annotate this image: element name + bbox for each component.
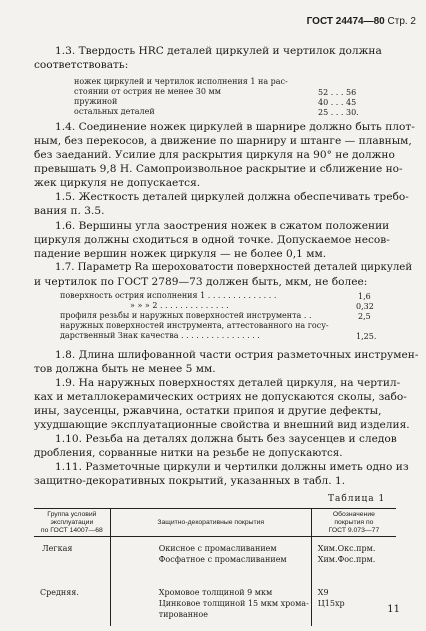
page-header (307, 16, 416, 27)
cell-group: Средняя. (40, 588, 79, 598)
roughness-item-label: » » » 2 . . . . . . . . . . . . . . (130, 301, 229, 310)
para-1-4-line: жек циркуля не допускается. (34, 177, 201, 189)
table-row (34, 565, 396, 626)
table-title: Таблица 1 (328, 494, 386, 504)
para-1-10-line: 1.10. Резьба на деталях должна быть без заусенцев и следов (55, 433, 397, 445)
roughness-item-label: профиля резьбы и наружных поверхностей инструмента . . (60, 311, 312, 320)
standard-number: ГОСТ 24474—80 (306, 16, 385, 27)
para-1-4-line: ным, без перекосов, а движение по шарниру и штанге — плавным, (34, 135, 412, 147)
para-1-11-line: 1.11. Разметочные циркули и чертилки должны иметь одно из (55, 461, 409, 473)
para-1-3-line2: соответствовать: (34, 59, 129, 71)
cell-coatings: Окисное с промасливанием Фосфатное с промасливанием (110, 537, 311, 566)
para-1-5-line: вания п. 3.5. (34, 205, 105, 217)
para-1-9-line: ухудшающие эксплуатационные свойства и внешний вид изделия. (34, 419, 410, 431)
para-1-6-line: падение вершин ножек циркуля — не более 0,1 мм. (34, 248, 327, 260)
para-1-3-line1: 1.3. Твердость HRC деталей циркулей и чертилок должна (55, 45, 382, 57)
para-1-9-line: 1.9. На наружных поверхностях деталей циркуля, на чертил- (55, 377, 401, 389)
page-number: 11 (387, 604, 400, 615)
para-1-4-line: без заеданий. Усилие для раскрытия циркуля на 90° не должно (34, 149, 395, 161)
roughness-item-label: наружных поверхностей инструмента, аттестованного на госу- (60, 321, 329, 330)
hardness-item-value: 25 . . . 30. (318, 108, 359, 117)
hardness-item-label: стоянии от острия не менее 30 мм (74, 87, 221, 96)
header-coatings: Защитно-декоративные покрытия (110, 509, 311, 537)
table-header-row (34, 509, 396, 537)
coatings-table (34, 508, 396, 626)
para-1-9-line: ках и металлокерамических остриях не допускаются сколы, забо- (34, 391, 407, 403)
para-1-8-line: 1.8. Длина шлифованной части острия разметочных инструмен- (55, 349, 419, 361)
hardness-item-label: остальных деталей (74, 107, 155, 116)
para-1-9-line: ины, заусенцы, ржавчина, остатки припоя и другие дефекты, (34, 405, 382, 417)
table-row (34, 537, 396, 566)
header-operating-group: Группа условий эксплуатации по ГОСТ 14007—68 (34, 509, 110, 537)
hardness-item-label: ножек циркулей и чертилок исполнения 1 на рас- (74, 77, 288, 86)
cell-designation: Х9 Ц15хр (317, 588, 345, 609)
para-1-4-line: 1.4. Соединение ножек циркулей в шарнире должно быть плот- (55, 121, 415, 133)
para-1-8-line: тов должна быть не менее 5 мм. (34, 363, 216, 375)
para-1-4-line: превышать 9,8 Н. Самопроизвольное раскрытие и сближение но- (34, 163, 403, 175)
hardness-item-value: 52 . . . 56 (318, 88, 357, 97)
roughness-item-value: 2,5 (358, 312, 371, 321)
para-1-6-line: циркуля должны сходиться в одной точке. Допускаемое несов- (34, 234, 390, 246)
hardness-item-value: 40 . . . 45 (318, 98, 357, 107)
para-1-10-line: дробления, сорванные нитки на резьбе не допускаются. (34, 447, 343, 459)
roughness-item-value: 1,25. (356, 332, 377, 341)
roughness-item-value: 0,32 (356, 302, 374, 311)
para-1-5-line: 1.5. Жесткость деталей циркулей должна обеспечивать требо- (55, 191, 409, 203)
para-1-7-line: и чертилок по ГОСТ 2789—73 должен быть, мкм, не более: (34, 276, 368, 288)
cell-designation: Хим.Окс.прм. Хим.Фос.прм. (317, 544, 376, 565)
para-1-11-line: защитно-декоративных покрытий, указанных в табл. 1. (34, 475, 346, 487)
hardness-item-label: пружиной (74, 97, 118, 106)
cell-group: Легкая (42, 544, 73, 554)
cell-coatings: Хромовое толщиной 9 мкм Цинковое толщиной 15 мкм хрома- тированное (110, 565, 311, 626)
para-1-6-line: 1.6. Вершины угла заострения ножек в сжатом положении (55, 220, 390, 232)
page-label: Стр. 2 (387, 16, 416, 27)
roughness-item-value: 1,6 (358, 292, 371, 301)
header-designation: Обозначение покрытия по ГОСТ 9.073—77 (311, 509, 396, 537)
para-1-7-line: 1.7. Параметр Ra шероховатости поверхностей деталей циркулей (55, 262, 413, 273)
roughness-item-label: поверхность острия исполнения 1 . . . . . . . . . . . . . . (60, 291, 277, 300)
roughness-item-label: дарственный Знак качества . . . . . . . . . . . . . . . . (60, 331, 260, 340)
